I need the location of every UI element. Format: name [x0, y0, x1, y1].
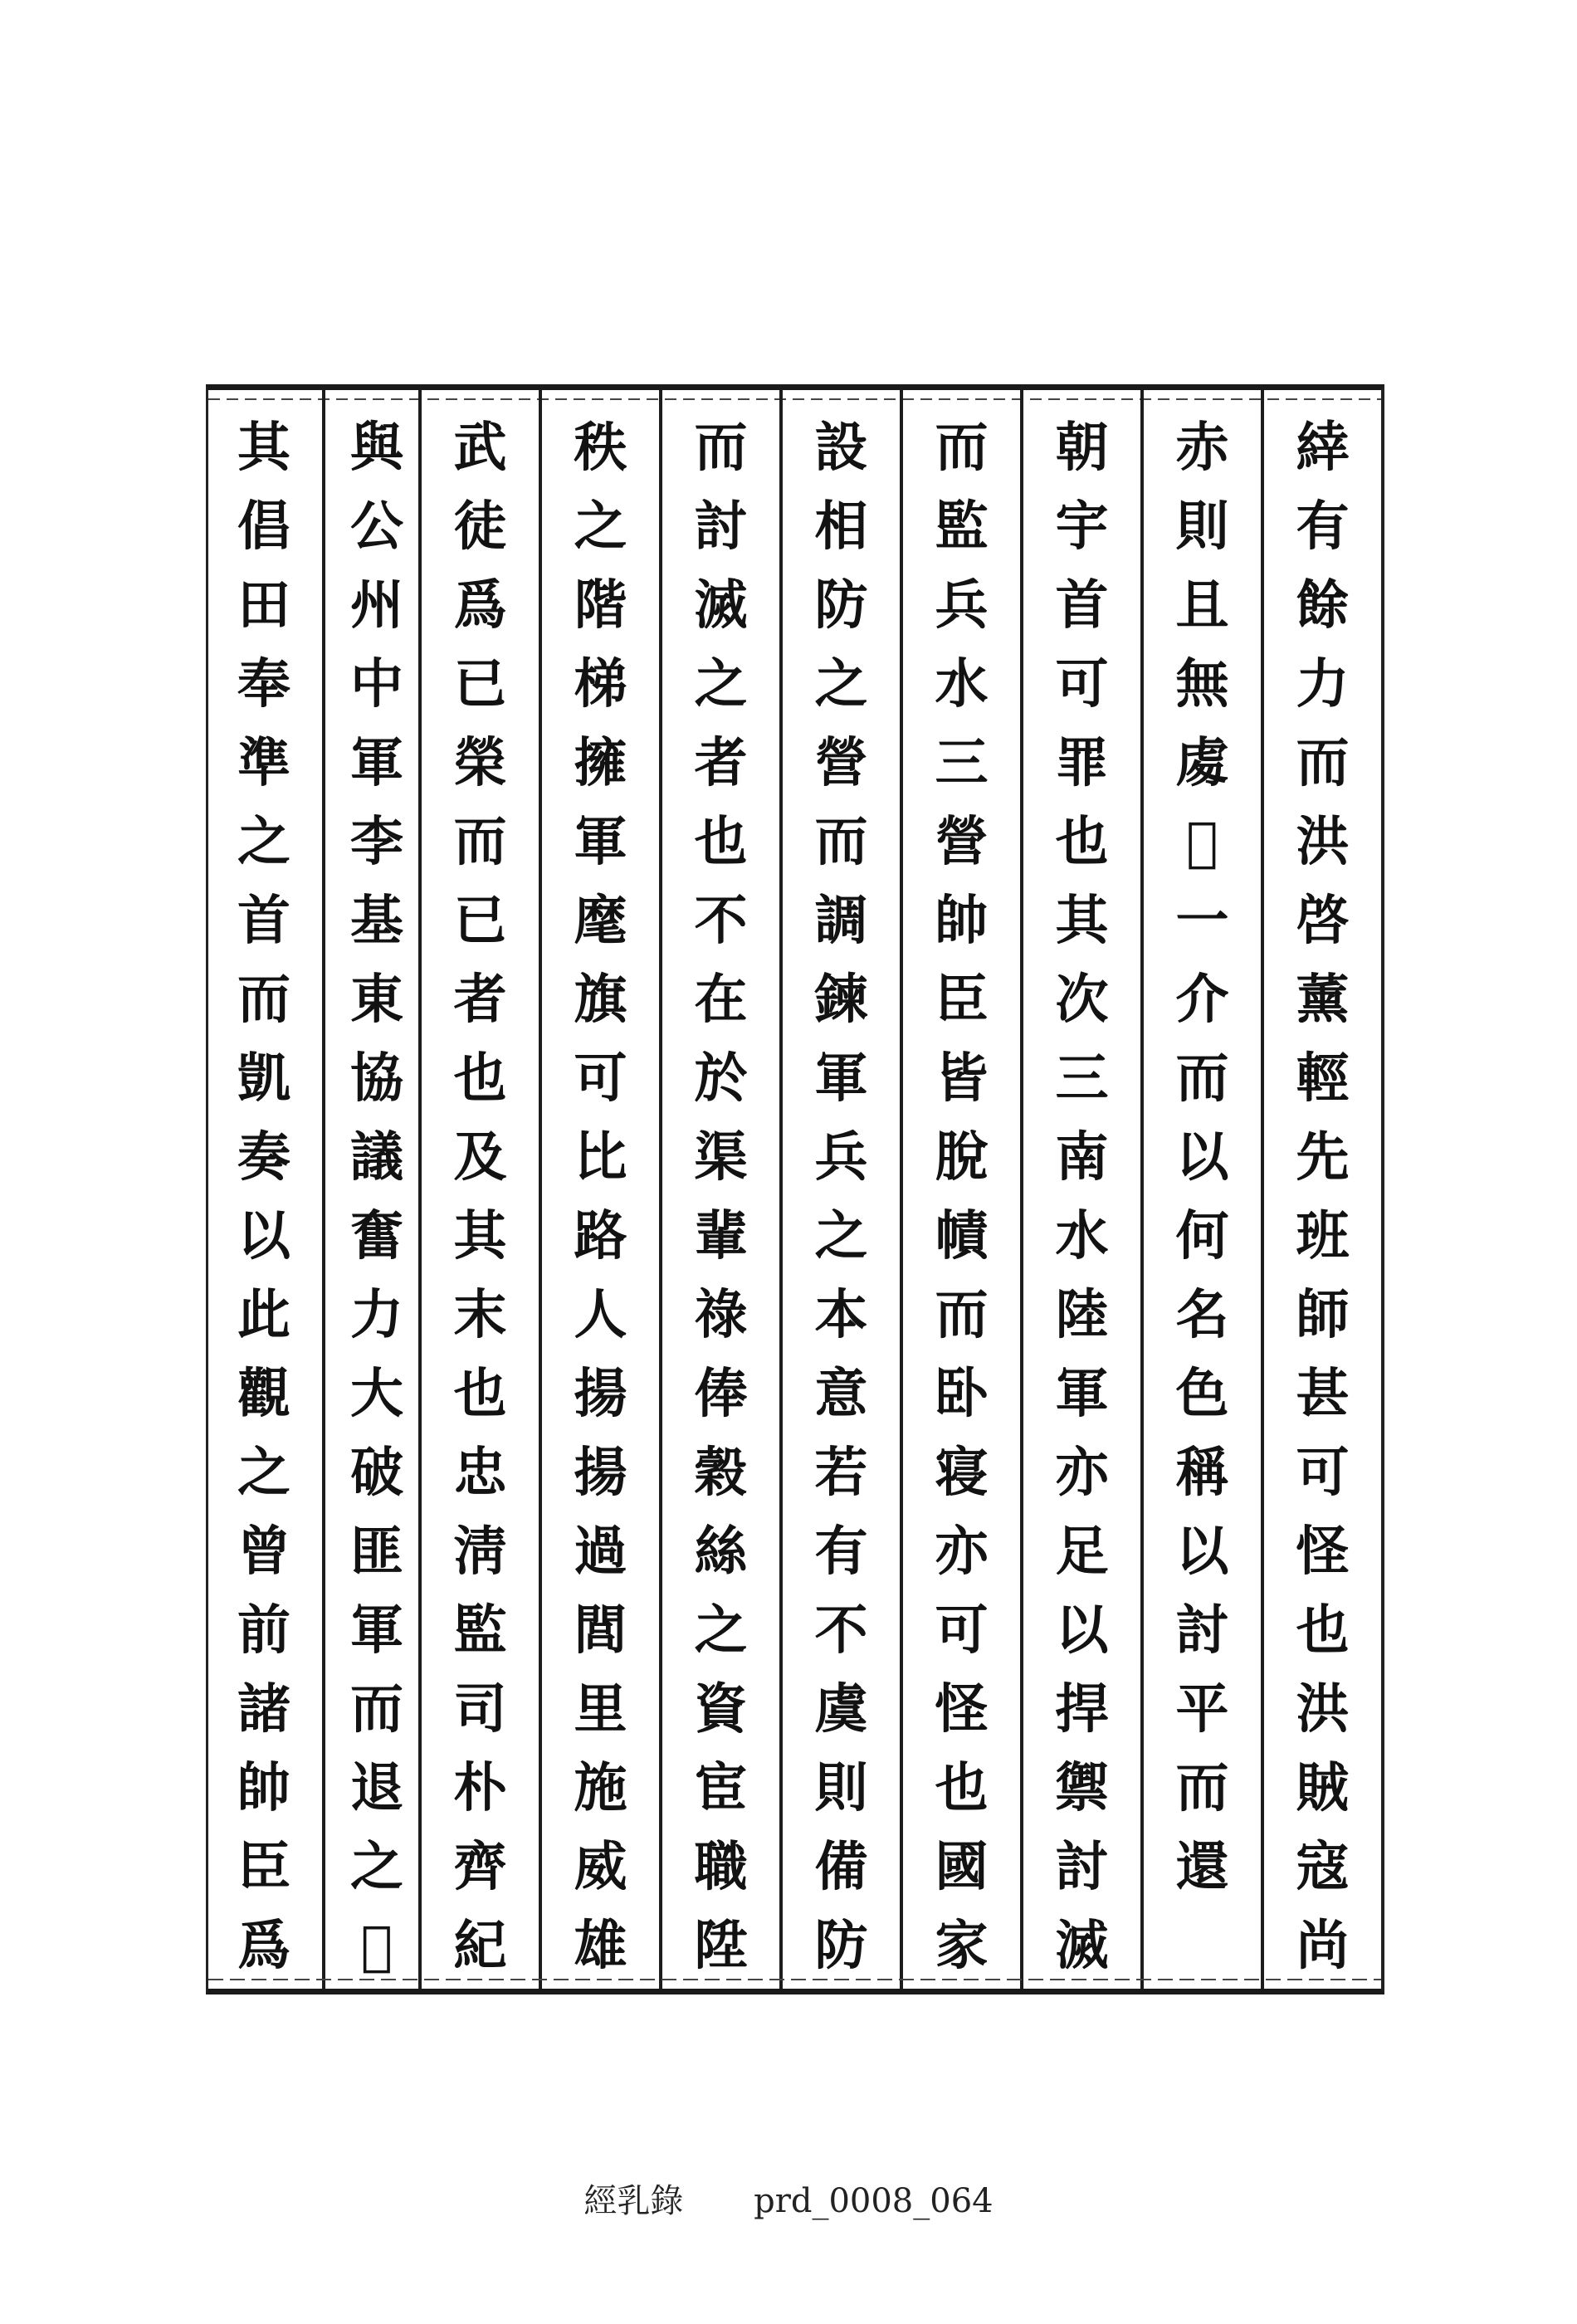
glyph: 過 — [574, 1521, 627, 1583]
glyph: 忠 — [453, 1442, 507, 1504]
glyph: 鍊 — [814, 969, 868, 1031]
glyph: 之 — [694, 653, 748, 715]
glyph: 啓 — [1296, 890, 1350, 952]
glyph: 也 — [935, 1757, 989, 1819]
glyph: 師 — [1296, 1284, 1350, 1346]
glyph: 亦 — [1055, 1442, 1109, 1504]
glyph: 之 — [574, 496, 627, 558]
column-text — [1296, 408, 1350, 1985]
column-rule — [900, 390, 903, 1989]
glyph: 之 — [237, 811, 290, 873]
glyph: 宦 — [694, 1757, 748, 1819]
glyph: 且 — [1175, 574, 1229, 637]
text-column-2 — [1144, 390, 1261, 1989]
glyph: 備 — [814, 1836, 868, 1898]
glyph: 輕 — [1296, 1047, 1350, 1110]
glyph: 班 — [1296, 1205, 1350, 1267]
glyph: 奮 — [350, 1205, 403, 1267]
glyph: 之 — [814, 1205, 868, 1267]
glyph: 先 — [1296, 1126, 1350, 1189]
glyph: 前 — [237, 1599, 290, 1662]
glyph: 施 — [574, 1757, 627, 1819]
glyph: 比 — [574, 1126, 627, 1189]
glyph: 曾 — [237, 1521, 290, 1583]
text-column-7 — [542, 390, 659, 1989]
glyph: 名 — [1175, 1284, 1229, 1346]
glyph: 田 — [237, 574, 290, 637]
glyph: 滅 — [1055, 1915, 1109, 1977]
glyph: 而 — [350, 1678, 403, 1741]
glyph: 首 — [1055, 574, 1109, 637]
glyph: 臣 — [237, 1836, 290, 1898]
glyph: 防 — [814, 1915, 868, 1977]
glyph: 也 — [453, 1047, 507, 1110]
glyph: 而 — [237, 969, 290, 1031]
glyph: 寝 — [935, 1442, 989, 1504]
glyph: 營 — [814, 732, 868, 794]
glyph: 以 — [237, 1205, 290, 1267]
glyph: 兵 — [814, 1126, 868, 1189]
glyph: 可 — [1296, 1442, 1350, 1504]
column-text — [1176, 408, 1229, 1907]
glyph: 而 — [1296, 732, 1350, 794]
glyph: 之 — [814, 653, 868, 715]
glyph: 資 — [694, 1678, 748, 1741]
glyph: 階 — [574, 574, 627, 637]
glyph: 之 — [694, 1599, 748, 1662]
glyph: 路 — [574, 1205, 627, 1267]
glyph: 也 — [453, 1363, 507, 1425]
glyph: 破 — [350, 1442, 403, 1504]
glyph: 陸 — [1055, 1284, 1109, 1346]
glyph: 以 — [1175, 1126, 1229, 1189]
glyph: 此 — [237, 1284, 290, 1346]
page-footer — [0, 2175, 1577, 2222]
glyph: 調 — [814, 890, 868, 952]
glyph: 幘 — [935, 1205, 989, 1267]
glyph: 議 — [350, 1126, 403, 1189]
glyph: 而 — [694, 417, 748, 479]
glyph: 本 — [814, 1284, 868, 1346]
glyph: 擁 — [574, 732, 627, 794]
glyph: 兵 — [935, 574, 989, 637]
column-rule — [1140, 390, 1144, 1989]
glyph: 俸 — [694, 1363, 748, 1425]
glyph: 及 — [453, 1126, 507, 1189]
glyph: 州 — [350, 574, 403, 637]
glyph: 閭 — [574, 1599, 627, 1662]
text-column-5 — [783, 390, 900, 1989]
glyph: 甚 — [1296, 1363, 1350, 1425]
glyph: 洪 — [1296, 1678, 1350, 1741]
glyph: 里 — [574, 1678, 627, 1741]
column-text — [237, 408, 290, 1985]
column-text — [454, 408, 507, 1985]
glyph: 公 — [350, 496, 403, 558]
glyph: 朝 — [1055, 417, 1109, 479]
text-column-6 — [662, 390, 779, 1989]
glyph: 軍 — [350, 1599, 403, 1662]
glyph: 尚 — [1296, 1915, 1350, 1977]
glyph: 餘 — [1296, 574, 1350, 637]
glyph: 卧 — [935, 1363, 989, 1425]
glyph: 東 — [350, 969, 403, 1031]
glyph: 而 — [935, 417, 989, 479]
glyph: 武 — [453, 417, 507, 479]
book-title: 經乳錄 — [583, 2182, 684, 2220]
glyph: 南 — [1055, 1126, 1109, 1189]
glyph: 𠴦 — [360, 1915, 393, 1977]
glyph: 緈 — [1296, 417, 1350, 479]
glyph: 已 — [453, 653, 507, 715]
glyph: 水 — [1055, 1205, 1109, 1267]
column-rule — [1020, 390, 1023, 1989]
glyph: 討 — [1175, 1599, 1229, 1662]
glyph: 奏 — [237, 1126, 290, 1189]
glyph: 其 — [453, 1205, 507, 1267]
glyph: 䖏 — [1175, 732, 1229, 794]
glyph: 其 — [237, 417, 290, 479]
glyph: 倡 — [237, 496, 290, 558]
glyph: 軍 — [350, 732, 403, 794]
column-text — [935, 408, 989, 1985]
glyph: 爲 — [237, 1915, 290, 1977]
glyph: 威 — [574, 1836, 627, 1898]
glyph: 可 — [1055, 653, 1109, 715]
glyph: 之 — [350, 1836, 403, 1898]
glyph: 寇 — [1296, 1836, 1350, 1898]
glyph: 而 — [935, 1284, 989, 1346]
glyph: 以 — [1055, 1599, 1109, 1662]
glyph: 陞 — [694, 1915, 748, 1977]
glyph: 軍 — [1055, 1363, 1109, 1425]
column-text — [815, 408, 868, 1985]
glyph: 匪 — [350, 1521, 403, 1583]
glyph: 可 — [935, 1599, 989, 1662]
glyph: 賊 — [1296, 1757, 1350, 1819]
glyph: 討 — [694, 496, 748, 558]
glyph: 旗 — [574, 969, 627, 1031]
column-text — [350, 408, 403, 1985]
glyph: 皆 — [935, 1047, 989, 1110]
glyph: 之 — [237, 1442, 290, 1504]
glyph: 準 — [237, 732, 290, 794]
glyph: 渠 — [694, 1126, 748, 1189]
glyph: 無 — [1175, 653, 1229, 715]
glyph: 軍 — [814, 1047, 868, 1110]
glyph: 意 — [814, 1363, 868, 1425]
glyph: 稱 — [1175, 1442, 1229, 1504]
glyph: 帥 — [237, 1757, 290, 1819]
glyph: 職 — [694, 1836, 748, 1898]
column-rule — [779, 390, 783, 1989]
glyph: 色 — [1175, 1363, 1229, 1425]
glyph: 觀 — [237, 1363, 290, 1425]
glyph: 監 — [935, 496, 989, 558]
text-column-4 — [903, 390, 1020, 1989]
glyph: 人 — [574, 1284, 627, 1346]
glyph: 怪 — [935, 1678, 989, 1741]
glyph: 在 — [694, 969, 748, 1031]
glyph: 虞 — [814, 1678, 868, 1741]
glyph: 雄 — [574, 1915, 627, 1977]
glyph: 則 — [1175, 496, 1229, 558]
glyph: 協 — [350, 1047, 403, 1110]
text-column-10 — [206, 390, 322, 1989]
glyph: 捍 — [1055, 1678, 1109, 1741]
glyph: 怪 — [1296, 1521, 1350, 1583]
glyph: 平 — [1175, 1678, 1229, 1741]
glyph: 罪 — [1055, 732, 1109, 794]
glyph: 脫 — [935, 1126, 989, 1189]
glyph: 奉 — [237, 653, 290, 715]
glyph: 與 — [350, 417, 403, 479]
glyph: 有 — [814, 1521, 868, 1583]
glyph: 以 — [1175, 1521, 1229, 1583]
glyph: 監 — [453, 1599, 507, 1662]
column-text — [695, 408, 748, 1985]
column-rule — [539, 390, 542, 1989]
glyph: 而 — [1175, 1047, 1229, 1110]
glyph: 而 — [814, 811, 868, 873]
glyph: 禦 — [1055, 1757, 1109, 1819]
glyph: 可 — [574, 1047, 627, 1110]
glyph: 次 — [1055, 969, 1109, 1031]
glyph: 宇 — [1055, 496, 1109, 558]
glyph: 力 — [1296, 653, 1350, 715]
glyph: 則 — [814, 1757, 868, 1819]
glyph: 軍 — [574, 811, 627, 873]
glyph: 設 — [814, 417, 868, 479]
glyph: 淸 — [453, 1521, 507, 1583]
text-column-1 — [1264, 390, 1381, 1989]
glyph: 而 — [453, 811, 507, 873]
glyph: 輩 — [694, 1205, 748, 1267]
glyph: 帥 — [935, 890, 989, 952]
glyph: 者 — [694, 732, 748, 794]
glyph: 三 — [1055, 1047, 1109, 1110]
glyph: 齊 — [453, 1836, 507, 1898]
glyph: 薰 — [1296, 969, 1350, 1031]
glyph: 者 — [453, 969, 507, 1031]
glyph: 防 — [814, 574, 868, 637]
glyph: 亦 — [935, 1521, 989, 1583]
column-rule — [322, 390, 325, 1989]
glyph: 足 — [1055, 1521, 1109, 1583]
glyph: 爲 — [453, 574, 507, 637]
glyph: 力 — [350, 1284, 403, 1346]
glyph: 祿 — [694, 1284, 748, 1346]
glyph: 揚 — [574, 1363, 627, 1425]
text-column-8 — [422, 390, 539, 1989]
glyph: 何 — [1175, 1205, 1229, 1267]
column-text — [574, 408, 627, 1985]
glyph: 中 — [350, 653, 403, 715]
glyph: 營 — [935, 811, 989, 873]
glyph: 滅 — [694, 574, 748, 637]
glyph: 首 — [237, 890, 290, 952]
glyph: 也 — [1055, 811, 1109, 873]
glyph: 介 — [1175, 969, 1229, 1031]
glyph: 榮 — [453, 732, 507, 794]
column-text — [1056, 408, 1109, 1985]
glyph: 李 — [350, 811, 403, 873]
glyph: 徒 — [453, 496, 507, 558]
glyph: 秩 — [574, 417, 627, 479]
glyph: 一 — [1175, 890, 1229, 952]
glyph: 若 — [814, 1442, 868, 1504]
column-rule — [659, 390, 662, 1989]
column-rule — [1261, 390, 1264, 1989]
glyph: 水 — [935, 653, 989, 715]
glyph: 紀 — [453, 1915, 507, 1977]
glyph: 朴 — [453, 1757, 507, 1819]
glyph: 已 — [453, 890, 507, 952]
glyph: 而 — [1175, 1757, 1229, 1819]
glyph: 也 — [694, 811, 748, 873]
glyph: 家 — [935, 1915, 989, 1977]
glyph: 穀 — [694, 1442, 748, 1504]
glyph: 臣 — [935, 969, 989, 1031]
glyph: 洪 — [1296, 811, 1350, 873]
glyph: 司 — [453, 1678, 507, 1741]
text-column-9 — [327, 390, 427, 1989]
glyph: 相 — [814, 496, 868, 558]
text-column-3 — [1023, 390, 1140, 1989]
page-code: prd_0008_064 — [754, 2182, 994, 2220]
glyph: 也 — [1296, 1599, 1350, 1662]
text-frame — [206, 384, 1384, 1994]
glyph: 基 — [350, 890, 403, 952]
glyph: 凱 — [237, 1047, 290, 1110]
glyph: 麾 — [574, 890, 627, 952]
glyph: 大 — [350, 1363, 403, 1425]
glyph: 絲 — [694, 1521, 748, 1583]
glyph: 退 — [350, 1757, 403, 1819]
glyph: 諸 — [237, 1678, 290, 1741]
glyph: 還 — [1175, 1836, 1229, 1898]
glyph: 三 — [935, 732, 989, 794]
glyph: 揚 — [574, 1442, 627, 1504]
glyph: 國 — [935, 1836, 989, 1898]
glyph: 末 — [453, 1284, 507, 1346]
glyph: 討 — [1055, 1836, 1109, 1898]
glyph: 𠴦 — [1186, 811, 1218, 873]
glyph: 於 — [694, 1047, 748, 1110]
glyph: 梯 — [574, 653, 627, 715]
glyph: 有 — [1296, 496, 1350, 558]
glyph: 不 — [694, 890, 748, 952]
glyph: 其 — [1055, 890, 1109, 952]
glyph: 不 — [814, 1599, 868, 1662]
glyph: 赤 — [1175, 417, 1229, 479]
